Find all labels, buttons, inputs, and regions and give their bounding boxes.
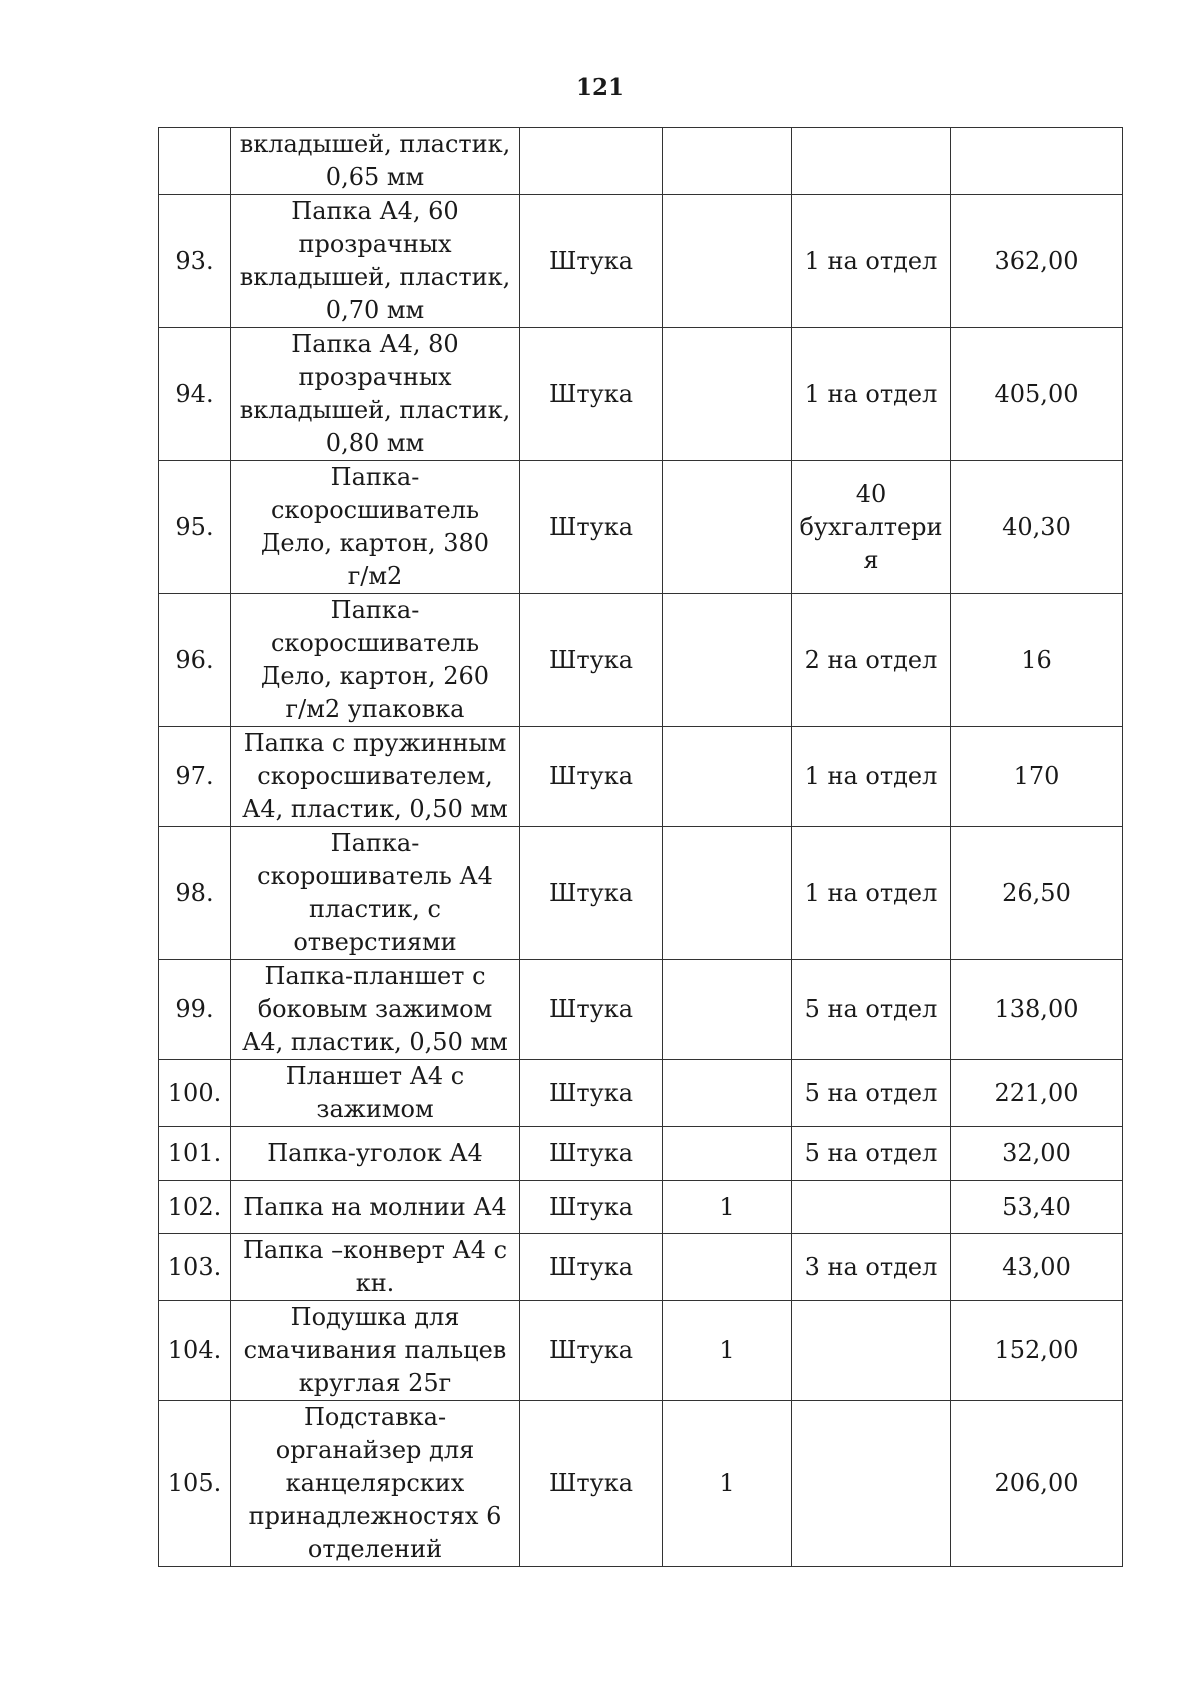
- table-row: [159, 960, 1123, 1060]
- unit-cell: Штука: [520, 1060, 663, 1127]
- price-cell: [951, 128, 1123, 195]
- row-number-cell: 99.: [159, 960, 231, 1060]
- norm-cell: [792, 1301, 951, 1401]
- cell-text-line: смачивания пальцев: [243, 1336, 507, 1364]
- cell-text-line: 1 на отдел: [804, 762, 938, 790]
- quantity-cell: [663, 727, 792, 827]
- quantity-cell: 1: [663, 1401, 792, 1567]
- unit-cell: Штука: [520, 594, 663, 727]
- cell-text-line: Дело, картон, 380: [260, 529, 490, 557]
- cell-text-line: скорошиватель А4: [257, 862, 493, 890]
- norm-cell: [792, 960, 951, 1060]
- cell-text-line: скоросшиватель: [270, 496, 480, 524]
- item-name-cell: [231, 827, 520, 960]
- cell-text-line: 5 на отдел: [804, 1139, 938, 1167]
- cell-text-line: прозрачных: [298, 363, 452, 391]
- unit-cell: Штука: [520, 827, 663, 960]
- row-number-cell: 101.: [159, 1127, 231, 1181]
- cell-text-line: кн.: [355, 1269, 395, 1297]
- cell-text-line: 0,70 мм: [325, 296, 425, 324]
- cell-text-line: 3 на отдел: [804, 1252, 938, 1281]
- cell-text-line: 1 на отдел: [804, 379, 938, 408]
- table-row: [159, 195, 1123, 328]
- cell-text-line: Планшет А4 с: [285, 1062, 465, 1090]
- cell-text-line: Папка А4, 60: [291, 197, 459, 225]
- table-row: [159, 1401, 1123, 1567]
- row-number-cell: 105.: [159, 1401, 231, 1567]
- cell-text-line: Подушка для: [290, 1303, 460, 1331]
- item-name-cell: [231, 1401, 520, 1567]
- price-cell: 362,00: [951, 195, 1123, 328]
- unit-cell: Штука: [520, 727, 663, 827]
- cell-text-line: бухгалтери: [799, 512, 943, 541]
- unit-cell: Штука: [520, 1301, 663, 1401]
- unit-cell: [520, 128, 663, 195]
- item-name-cell: [231, 1060, 520, 1127]
- item-name-cell: [231, 594, 520, 727]
- cell-text-line: органайзер для: [275, 1436, 475, 1464]
- cell-text-line: Папка –конверт А4 с: [242, 1236, 508, 1264]
- item-name-cell: [231, 960, 520, 1060]
- norm-cell: [792, 1060, 951, 1127]
- cell-text-line: г/м2: [347, 562, 403, 590]
- table-row: [159, 1234, 1123, 1301]
- cell-text-line: Папка-уголок А4: [267, 1139, 483, 1167]
- price-cell: 152,00: [951, 1301, 1123, 1401]
- quantity-cell: [663, 1060, 792, 1127]
- table-row: [159, 727, 1123, 827]
- price-cell: 40,30: [951, 461, 1123, 594]
- unit-cell: Штука: [520, 1127, 663, 1181]
- row-number-cell: 100.: [159, 1060, 231, 1127]
- cell-text-line: 2 на отдел: [804, 645, 938, 674]
- quantity-cell: [663, 594, 792, 727]
- cell-text-line: А4, пластик, 0,50 мм: [242, 1028, 508, 1056]
- table-row: [159, 128, 1123, 195]
- quantity-cell: [663, 1234, 792, 1301]
- cell-text-line: 1 на отдел: [804, 246, 938, 275]
- row-number-cell: 94.: [159, 328, 231, 461]
- item-name-cell: [231, 1127, 520, 1181]
- cell-text-line: Подставка-: [303, 1403, 447, 1431]
- item-name-cell: [231, 1181, 520, 1234]
- row-number-cell: 102.: [159, 1181, 231, 1234]
- cell-text-line: г/м2 упаковка: [285, 695, 465, 723]
- cell-text-line: Папка А4, 80: [291, 330, 459, 358]
- table-row: [159, 1181, 1123, 1234]
- cell-text-line: канцелярских: [285, 1469, 465, 1497]
- price-cell: 206,00: [951, 1401, 1123, 1567]
- row-number-cell: 104.: [159, 1301, 231, 1401]
- cell-text-line: я: [863, 545, 879, 574]
- unit-cell: Штука: [520, 195, 663, 328]
- norm-cell: [792, 1181, 951, 1234]
- norm-cell: [792, 827, 951, 960]
- cell-text-line: Папка с пружинным: [243, 729, 507, 757]
- table-row: [159, 594, 1123, 727]
- cell-text-line: 1 на отдел: [804, 878, 938, 907]
- norm-cell: [792, 128, 951, 195]
- price-cell: 170: [951, 727, 1123, 827]
- item-name-cell: [231, 1301, 520, 1401]
- table-row: [159, 1301, 1123, 1401]
- table-body: [159, 128, 1123, 1567]
- cell-text-line: 0,65 мм: [325, 163, 425, 191]
- row-number-cell: 103.: [159, 1234, 231, 1301]
- cell-text-line: вкладышей, пластик,: [239, 263, 511, 291]
- row-number-cell: 93.: [159, 195, 231, 328]
- norm-cell: [792, 727, 951, 827]
- cell-text-line: принадлежностях 6: [248, 1502, 502, 1530]
- item-name-cell: [231, 461, 520, 594]
- unit-cell: Штука: [520, 960, 663, 1060]
- cell-text-line: отверстиями: [293, 928, 457, 956]
- cell-text-line: вкладышей, пластик,: [239, 396, 511, 424]
- item-name-cell: [231, 128, 520, 195]
- quantity-cell: [663, 195, 792, 328]
- cell-text-line: 5 на отдел: [804, 995, 938, 1023]
- item-name-cell: [231, 328, 520, 461]
- norm-cell: [792, 1234, 951, 1301]
- quantity-cell: [663, 1127, 792, 1181]
- cell-text-line: Папка-: [330, 829, 420, 857]
- cell-text-line: боковым зажимом: [257, 995, 493, 1023]
- norm-cell: [792, 1127, 951, 1181]
- table-row: [159, 328, 1123, 461]
- page-number: 121: [575, 74, 624, 101]
- cell-text-line: прозрачных: [298, 230, 452, 258]
- norm-cell: [792, 195, 951, 328]
- quantity-cell: [663, 328, 792, 461]
- price-cell: 405,00: [951, 328, 1123, 461]
- cell-text-line: 40: [855, 479, 887, 508]
- norm-cell: [792, 328, 951, 461]
- row-number-cell: 97.: [159, 727, 231, 827]
- cell-text-line: Папка на молнии А4: [243, 1192, 507, 1221]
- row-number-cell: [159, 128, 231, 195]
- cell-text-line: Папка-планшет с: [264, 962, 486, 990]
- cell-text-line: зажимом: [316, 1095, 434, 1123]
- cell-text-line: отделений: [307, 1535, 443, 1563]
- price-cell: 53,40: [951, 1181, 1123, 1234]
- table-row: [159, 827, 1123, 960]
- price-cell: 16: [951, 594, 1123, 727]
- price-cell: 221,00: [951, 1060, 1123, 1127]
- row-number-cell: 98.: [159, 827, 231, 960]
- cell-text-line: скоросшивателем,: [257, 762, 493, 790]
- table-row: [159, 1060, 1123, 1127]
- quantity-cell: 1: [663, 1301, 792, 1401]
- quantity-cell: [663, 960, 792, 1060]
- unit-cell: Штука: [520, 328, 663, 461]
- cell-text-line: 5 на отдел: [804, 1078, 938, 1107]
- price-cell: 43,00: [951, 1234, 1123, 1301]
- table-row: [159, 1127, 1123, 1181]
- row-number-cell: 96.: [159, 594, 231, 727]
- norm-cell: [792, 1401, 951, 1567]
- item-name-cell: [231, 1234, 520, 1301]
- price-cell: 32,00: [951, 1127, 1123, 1181]
- cell-text-line: вкладышей, пластик,: [239, 130, 511, 158]
- unit-cell: Штука: [520, 1234, 663, 1301]
- norm-cell: [792, 594, 951, 727]
- unit-cell: Штука: [520, 1401, 663, 1567]
- price-cell: 138,00: [951, 960, 1123, 1060]
- cell-text-line: Дело, картон, 260: [260, 662, 490, 690]
- unit-cell: Штука: [520, 461, 663, 594]
- quantity-cell: [663, 827, 792, 960]
- table-row: [159, 461, 1123, 594]
- cell-text-line: пластик, с: [309, 895, 441, 923]
- price-cell: 26,50: [951, 827, 1123, 960]
- cell-text-line: А4, пластик, 0,50 мм: [242, 795, 508, 823]
- cell-text-line: скоросшиватель: [270, 629, 480, 657]
- cell-text-line: Папка-: [330, 463, 420, 491]
- quantity-cell: [663, 461, 792, 594]
- cell-text-line: Папка-: [330, 596, 420, 624]
- item-name-cell: [231, 195, 520, 328]
- norm-cell: [792, 461, 951, 594]
- unit-cell: Штука: [520, 1181, 663, 1234]
- quantity-cell: [663, 128, 792, 195]
- item-name-cell: [231, 727, 520, 827]
- quantity-cell: 1: [663, 1181, 792, 1234]
- cell-text-line: 0,80 мм: [325, 429, 425, 457]
- cell-text-line: круглая 25г: [298, 1369, 452, 1397]
- row-number-cell: 95.: [159, 461, 231, 594]
- supplies-table: [158, 127, 1123, 1567]
